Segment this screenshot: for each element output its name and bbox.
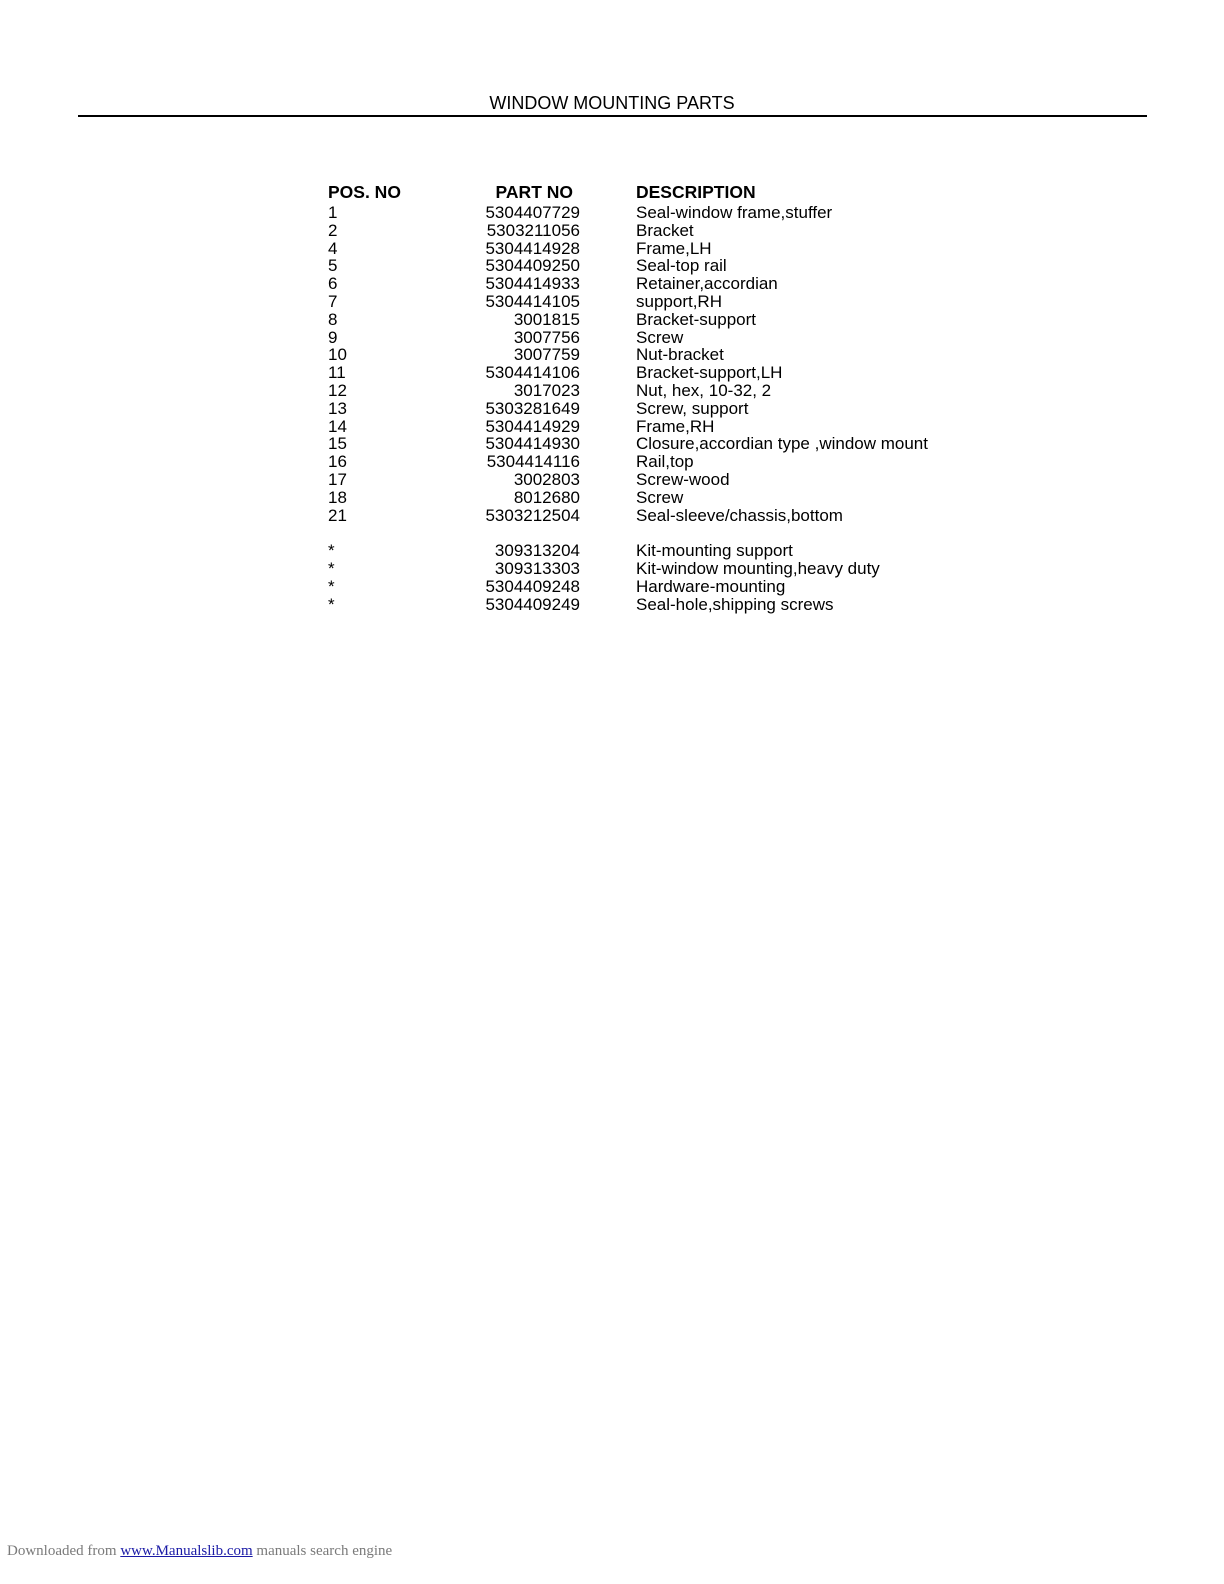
description-cell: Bracket [636,220,694,240]
part-no-cell: 3017023 [513,380,580,400]
pos-cell: 18 [328,487,347,507]
description-cell: Nut, hex, 10-32, 2 [636,380,772,400]
pos-cell: * [328,558,335,578]
table-row [328,240,968,258]
footer-suffix: manuals search engine [256,1543,393,1559]
part-no-cell: 5304409249 [485,594,580,614]
table-row [328,453,968,471]
part-no-cell: 5304414116 [486,452,580,472]
part-no-cell: 5304409248 [485,576,580,596]
description-cell: Screw, support [636,398,749,418]
parts-rows [328,204,968,524]
description-cell: Kit-window mounting,heavy duty [636,558,880,578]
parts-table [328,180,968,613]
table-row [328,204,968,222]
row-spacer [328,524,968,542]
part-no-cell: 5304409250 [485,256,580,276]
pos-cell: 5 [328,256,338,276]
part-no-cell: 309313303 [494,558,580,578]
footer [7,1542,392,1560]
part-no-cell: 5304407729 [485,203,580,222]
table-row [328,471,968,489]
pos-cell: 11 [328,363,346,383]
pos-cell: 9 [328,327,338,347]
table-row [328,364,968,382]
title-divider [78,115,1147,117]
description-cell: Kit-mounting support [636,541,793,561]
description-cell: support,RH [636,291,722,311]
table-row [328,293,968,311]
footer-prefix: Downloaded from [7,1543,117,1559]
part-no-cell: 5304414930 [485,434,580,454]
part-no-cell: 8012680 [513,487,580,507]
part-no-cell: 5304414928 [485,238,580,258]
part-no-cell: 5304414933 [485,274,580,294]
pos-cell: 2 [328,220,338,240]
pos-cell: 17 [328,469,347,489]
pos-cell: 7 [328,291,338,311]
pos-cell: * [328,594,335,614]
pos-cell: 21 [328,505,347,525]
pos-cell: 13 [328,398,347,418]
table-row [328,507,968,525]
kit-rows [328,542,968,613]
part-no-cell: 3002803 [513,469,580,489]
description-cell: Screw [636,327,684,347]
pos-cell: 1 [328,203,338,222]
pos-cell: 10 [328,345,347,365]
description-cell: Bracket-support,LH [636,363,783,383]
pos-cell: 6 [328,274,338,294]
description-cell: Seal-top rail [636,256,727,276]
table-row [328,346,968,364]
description-cell: Frame,LH [636,238,712,258]
part-no-cell: 5303281649 [485,398,580,418]
description-cell: Seal-hole,shipping screws [636,594,834,614]
header-description: DESCRIPTION [636,182,756,202]
pos-cell: 14 [328,416,347,436]
pos-cell: 8 [328,309,338,329]
table-row [328,329,968,347]
description-cell: Rail,top [636,452,694,472]
description-cell: Bracket-support [636,309,756,329]
table-header [328,180,968,204]
page-title: WINDOW MOUNTING PARTS [489,93,735,113]
description-cell: Seal-sleeve/chassis,bottom [636,505,843,525]
part-no-cell: 5303211056 [486,220,580,240]
table-row [328,418,968,436]
table-row [328,578,968,596]
header-part-no: PART NO [495,182,573,202]
description-cell: Screw [636,487,684,507]
table-row [328,596,968,614]
table-row [328,257,968,275]
table-row [328,560,968,578]
table-row [328,222,968,240]
pos-cell: * [328,576,335,596]
table-row [328,489,968,507]
table-row [328,275,968,293]
pos-cell: 15 [328,434,347,454]
pos-cell: * [328,541,335,561]
pos-cell: 4 [328,238,338,258]
pos-cell: 12 [328,380,347,400]
part-no-cell: 5304414929 [485,416,580,436]
description-cell: Screw-wood [636,469,730,489]
part-no-cell: 3007759 [513,345,580,365]
description-cell: Seal-window frame,stuffer [636,203,833,222]
description-cell: Closure,accordian type ,window mount [636,434,928,454]
part-no-cell: 309313204 [494,541,580,561]
description-cell: Frame,RH [636,416,715,436]
table-row [328,435,968,453]
manualslib-link[interactable]: www.Manualslib.com [120,1543,253,1559]
pos-cell: 16 [328,452,347,472]
table-row [328,382,968,400]
table-row [328,311,968,329]
part-no-cell: 3001815 [513,309,580,329]
part-no-cell: 5304414105 [485,291,580,311]
table-row [328,400,968,418]
description-cell: Retainer,accordian [636,274,778,294]
header-pos-no: POS. NO [328,182,401,202]
description-cell: Nut-bracket [636,345,724,365]
part-no-cell: 3007756 [513,327,580,347]
part-no-cell: 5304414106 [485,363,580,383]
part-no-cell: 5303212504 [485,505,580,525]
description-cell: Hardware-mounting [636,576,786,596]
table-row [328,542,968,560]
